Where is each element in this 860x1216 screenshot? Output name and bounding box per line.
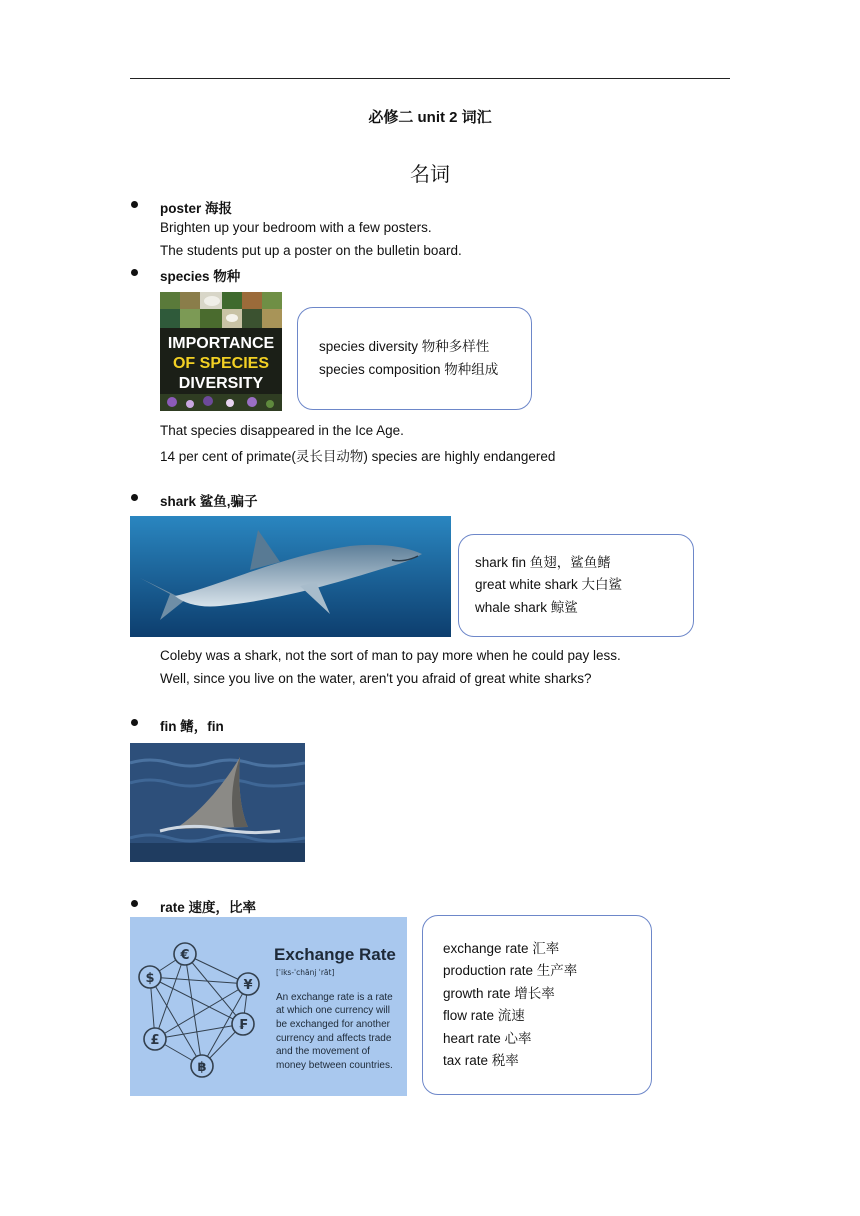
rate-phrase-2: production rate 生产率 (443, 963, 578, 978)
species-phrases-callout (297, 307, 532, 410)
exchange-rate-desc-6: money between countries. (276, 1060, 393, 1071)
page-header-title: 必修二 unit 2 词汇 (368, 109, 492, 126)
exchange-rate-desc-3: be exchanged for another (276, 1019, 390, 1030)
exchange-rate-image-pron: [ˈiks-ˈchānj ˈrāt] (276, 968, 335, 977)
species-diversity-image (160, 292, 282, 411)
shark-image (130, 516, 451, 637)
header-rule (130, 78, 730, 79)
shark-phrase-3: whale shark 鲸鲨 (475, 599, 578, 615)
species-image-line-3: DIVERSITY (178, 375, 264, 392)
example-shark-1: Coleby was a shark, not the sort of man to pay more when he could pay less. (160, 648, 621, 663)
exchange-rate-desc-5: and the movement of (276, 1046, 370, 1057)
yen-icon: ¥ (243, 978, 253, 993)
bullet-icon (131, 719, 138, 726)
bullet-icon (131, 269, 138, 276)
shark-phrase-2: great white shark 大白鲨 (475, 577, 623, 593)
example-species-1: That species disappeared in the Ice Age. (160, 423, 404, 438)
species-image-line-1: IMPORTANCE (167, 335, 275, 352)
term-poster: poster 海报 (160, 201, 233, 216)
franc-icon: ₣ (238, 1018, 248, 1033)
bullet-icon (131, 900, 138, 907)
term-shark: shark 鲨鱼,骗子 (160, 494, 258, 509)
shark-phrases-callout (458, 534, 694, 637)
rate-phrase-6: tax rate 税率 (443, 1053, 519, 1068)
pound-icon: £ (150, 1033, 160, 1048)
species-phrase-1: species diversity 物种多样性 (319, 339, 490, 354)
fin-image (130, 743, 305, 862)
exchange-rate-image-title: Exchange Rate (274, 945, 396, 964)
exchange-rate-desc-2: at which one currency will (276, 1005, 390, 1016)
example-poster-2: The students put up a poster on the bulletin board. (160, 243, 462, 258)
exchange-rate-desc-4: currency and affects trade (276, 1033, 392, 1044)
species-image-line-2: OF SPECIES (172, 355, 270, 372)
bullet-icon (131, 494, 138, 501)
example-species-2: 14 per cent of primate(灵长目动物) species are highly endangered (160, 449, 556, 464)
section-title: 名词 (410, 164, 450, 186)
term-rate: rate 速度，比率 (160, 900, 257, 915)
term-fin: fin 鳍，fin (160, 719, 224, 734)
euro-icon: € (180, 948, 190, 963)
rate-phrase-3: growth rate 增长率 (443, 985, 555, 1001)
example-shark-2: Well, since you live on the water, aren't you afraid of great white sharks? (160, 671, 592, 686)
rate-phrase-1: exchange rate 汇率 (443, 940, 560, 956)
exchange-rate-image (130, 917, 407, 1096)
shark-phrase-1: shark fin 鱼翅，鲨鱼鳍 (475, 554, 611, 570)
rate-phrases-callout (422, 915, 652, 1095)
bullet-icon (131, 201, 138, 208)
example-poster-1: Brighten up your bedroom with a few posters. (160, 220, 432, 235)
baht-icon: ฿ (197, 1060, 207, 1075)
rate-phrase-4: flow rate 流速 (443, 1008, 525, 1023)
rate-phrase-5: heart rate 心率 (443, 1030, 532, 1046)
exchange-rate-desc-1: An exchange rate is a rate (276, 992, 393, 1003)
dollar-icon: $ (145, 971, 155, 986)
term-species: species 物种 (160, 269, 241, 284)
species-phrase-2: species composition 物种组成 (319, 361, 499, 377)
